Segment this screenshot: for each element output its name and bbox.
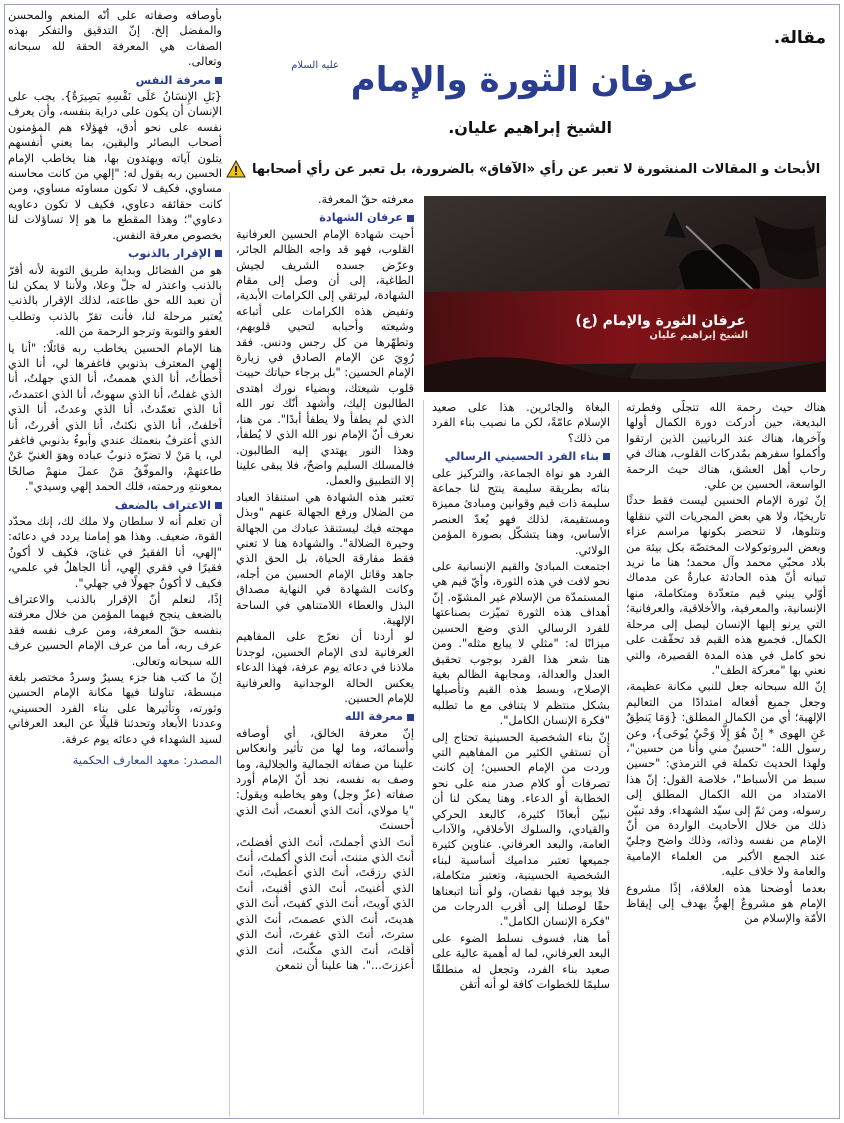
paragraph: هنا الإمام الحسين يخاطب ربه قائلًا: "أنا يا إلهي المعترف بذنوبي فاغفرها لي، أنا الذي أخطأتُ، أنا الذي هممتُ، أنا الذي جهلتُ، أنا الذي غفلتُ، أنا الذي سهوتُ، أنا الذي اعتمدتُ، أنا الذي تعمّدتُ، أنا الذي وعدتُ، أنا الذي أخلفتُ، أنا الذي نكثتُ، أنا الذي أقررتُ، أنا الذي أعترفُ بنعمتك عندي وأبوءُ بذنوبي فاغفر لي، يا مَنْ لا تضرّه ذنوبُ عباده وهوَ الغنيّ عَنْ طاعتهمْ، والموفّقُ مَنْ عملَ منهمْ صالحًا بمعونتهِ ورحمته، فلك الحمد إلهي وسيدي". [8, 341, 222, 494]
hero-image [424, 196, 826, 392]
paragraph: البغاة والجائرين. هذا على صعيد الإسلام عامّةً، لكن ما نصيب بناء الفرد من ذلك؟ [432, 401, 610, 445]
column-3 [432, 400, 610, 1120]
section-heading-text: معرفة النفس [135, 73, 211, 87]
paragraph: إنّ الله سبحانه جعل للنبي مكانة عظيمة، وجعل جميع أفعاله امتدادًا من التعاليم الإلهية؛ أي من الكمال المطلق: {وَمَا يَنطِقُ عَنِ الهوى * إنْ هُوَ إِلَّا وَحْيٌ يُوحَى}، وعن رسول الله: "حسينٌ مني وأنا من حسين"، ولهذا الحديث تكملة في الترمذي: "حسين سبط من الأسباط"، خلاصة القول: إنّ هذا الامتداد من الله الكمال المطلق إلى رسوله، ومن ثمّ إلى سيّد الشهداء. وقد تبيّن ذلك من خلال الأحاديث الواردة من أنّ الإمام من نفسه وذاته، وذلك واضح وجليّ عند الجمع الأكبر من العلماء الإمامية والعامة ولا خلاف عليه. [626, 680, 826, 879]
section-heading-text: عرفان الشهادة [319, 211, 403, 225]
bullet-square-icon [215, 77, 222, 84]
paragraph: إذًا، لنعلم أنّ الإقرار بالذنب والاعتراف بالضعف ينجح فيهما المؤمن من خلال معرفته بنفسه حقّ المعرفة، ومن عرف نفسه فقد عرف ربه، أما من عرف الإمام الحسين عرف الله سبحانه وتعالى. [8, 593, 222, 668]
paragraph: إنّ بناء الشخصية الحسينية تحتاج إلى أن تستقي الكثير من المفاهيم التي وردت من الإمام الحسين؛ إن كانت تصرفات أو كلام صدر منه على نحو الخطابة أو الدعاء. وهنا يمكن لنا أن نبيّن أبعادًا كثيرة، كالبعد الحركي والقيادي، والسلوك الأخلاقي، والآداب العامة، والبعد العرفاني. عناوين كثيرة جميعها تعتبر مداميك أساسية لبناء الشخصية الحسينية، وتعتبر متكاملة، فلا يوجد فيها نقصان، ولو أننا اتبعناها حقًا لوصلنا إلى أقرب الدرجات من "فكرة الإنسان الكامل". [432, 730, 610, 929]
bullet-square-icon [215, 250, 222, 257]
column-4 [626, 400, 826, 1120]
bullet-square-icon [407, 714, 414, 721]
paragraph: بعدما أوضحنا هذه العلاقة، إذًا مشروع الإمام هو مشروعٌ إلهيٌّ يهدف إلى إيقاظ الأمّة والإسلام من [626, 881, 826, 926]
section-heading [8, 73, 222, 88]
column-2 [236, 192, 414, 1117]
section-heading-text: الاعتراف بالضعف [114, 498, 211, 512]
warning-icon [226, 160, 246, 178]
paragraph: أحيت شهادة الإمام الحسين العرفانية القلوب، فهو قد واجه الظالم الجائر، وعرّض جسده الشريف لجيش الطاغية، إلى أن وصل إلى مقام الشهادة، ليرتقي إلى الكرامات الأبدية، وتفيض هذه الكرامات على أتباعه وشيعته وأحبابه لتحيي قلوبهم، وتطهّرها من كل رجس ودنس. فقد رُوِيَ عن الإمام الصادق في زيارة الإمام الحسين: "بل برجاء حياتك حييت قلوب شيعتك، وبضياء نورك اهتدى الطالبون إليك، وأشهد أنّك نور الله الذي لم يطفأ ولا يطفأ أبدًا". من هنا، نعرف أنّ الإمام نور الله الذي لا يُطفأ، وهذا النور يهتدي إليه الطالبون. فالمسلك السليم واضحٌ، فلا يبقى علينا إلا التطبيق والعمل. [236, 227, 414, 488]
paragraph: إنّ ثورة الإمام الحسين ليست فقط حدثًا تاريخيًا، ولا هي بعض المجريات التي ننقلها ونتلوها، لا تنحصر بكونها مراسم عزاء وبعض البروتوكولات المختصّة بكل بيئة من بلاد محبّي محمد وآل محمد؛ هنا ما نريد تبيانه أنّ هذه الحادثة عبارةٌ عن مدماك أوّلي يبني قيم متعدّدة ومتكاملة، منها الإنسانية، والمعرفية، والأخلاقية، والعرفانية؛ التي يرنو إليها الإنسان ليصل إلى مرحلة الكمال. فجميع هذه القيم قد تحقّقت على نحو كامل في هذه المدة القصيرة، والتي نعني بها "معركة الطف". [626, 494, 826, 677]
article-title [291, 60, 699, 100]
bullet-square-icon [407, 215, 414, 222]
source-credit: المصدر: معهد المعارف الحكمية [72, 753, 222, 768]
title-text: عرفان الثورة والإمام [350, 60, 699, 100]
section-heading [8, 498, 222, 513]
column-divider [229, 192, 230, 1117]
paragraph: هو من الفضائل وبداية طريق التوبة لأنه أقرّ بالذنب واعتذر له جلّ وعلا، ولأننا لا يمكن لنا أن نعبد الله حق طاعته، لذلك الإقرار بالذنب يُعتبر مرحلة لنا، فأنت تقرّ بالذنب وتطلب العفو والتوبة وترجو الرحمة من الله. [8, 263, 222, 339]
column-divider [618, 400, 619, 1115]
bullet-square-icon [215, 502, 222, 509]
paragraph: أما هنا، فسوف نسلط الضوء على البعد العرفاني، لما له أهمية عالية على صعيد بناء الفرد، وتجعل له منطلقًا سليمًا للخطوات كافة لو أنه أتقن [432, 931, 610, 992]
paragraph: أن تعلم أنه لا سلطان ولا ملك لك، إنك محدّد القوة، ضعيف. وهذا هو إمامنا يردد في دعائه: "إلهي، أنا الفقيرُ في غنايَ، فكيف لا أكونُ فقيرًا في فقري إلهي، أنا الجاهلُ في علمي، فكيف لا أكونُ جهولًا في جهلي". [8, 515, 222, 590]
section-heading [432, 449, 610, 464]
section-heading-text: معرفة الله [344, 710, 403, 724]
paragraph: {بَلِ الإِنسَانُ عَلَى نَفْسِهِ بَصِيرَةٌ}. يجب على الإنسان أن يكون على دراية بنفسه، وأن يعرف نفسه على نحو أدق، فهؤلاء هم المؤمنون أصحاب البصائر واليقين، بما يعني أنفسهم يتلون آياته ويهتدون بها، هنا يخاطب الإمام الحسين ربه يقول له: "إلهي من كانت محاسنه مساوي، فكيف لا تكون مساوئه مساوي، ومن كانت حقائقه دعاوي، فكيف لا تكون دعاويه دعاوي"؛ وهذا المقطع ما هو إلا تساؤلات لنا بخصوص معرفة النفس. [8, 90, 222, 242]
bullet-square-icon [603, 453, 610, 460]
paragraph: بأوصافه وصفاته على أنّه المنعم والمحسن والمفضل إلخ. إنّ التدقيق والتفكر بهذه الصفات هي المعرفة الحقة لله سبحانه وتعالى. [8, 9, 222, 69]
paragraph: الفرد هو نواة الجماعة، والتركيز على بنائه بطريقة سليمة ينتج لنا جماعة سليمة ذات قيم وقوانين ومبادئ مميزة ومستقيمة، لذلك فهو يُعدّ العنصر الأساس، وهنا يتشكّل بصورة المؤمن الولائي. [432, 466, 610, 557]
paragraph: أنتَ الذي أجملتَ، أنتَ الذي أفضلتَ، أنتَ الذي مننتَ، أنتَ الذي أكملتَ، أنتَ الذي رزقتَ، أنتَ الذي أعطيتَ، أنتَ الذي أغنيتَ، أنتَ الذي أقنيتَ، أنتَ الذي آويتَ، أنتَ الذي كفيتَ، أنتَ الذي هديتَ، أنتَ الذي عصمتَ، أنتَ الذي سترتَ، أنتَ الذي غفرتَ، أنتَ الذي أقلتَ، أنتَ الذي مكّنتَ، أنتَ الذي أعززتَ...". هنا علينا أن نتمعن [236, 835, 414, 972]
section-heading-text: الإقرار بالذنوب [128, 247, 211, 261]
disclaimer [226, 160, 826, 178]
paragraph: إنّ معرفة الخالق، أي أوصافه وأسمائه، وما لها من تأثير وانعكاس علينا من صفاته الجمالية والجلالية، وما وصف به نفسه، نجد أنّ الإمام أورد صفاته (عزّ وجل) وهو يخاطبه ويقول: "يا مولاي، أنتَ الذي أنعمتَ، أنتَ الذي أحسنتَ [236, 726, 414, 833]
section-heading [236, 210, 414, 225]
hero-illustration [424, 196, 826, 392]
section-label: مقالة. [773, 28, 826, 48]
paragraph: لو أردنا أن نعرّج على المفاهيم العرفانية لدى الإمام الحسين، لوجدنا ملاذنا في دعائه يوم عرفة، فهذا الدعاء يعكس الحالة الوجدانية والعرفانية للإمام الحسين. [236, 630, 414, 705]
section-heading-text: بناء الفرد الحسيني الرسالي [444, 450, 599, 464]
hero-title: عرفان الثورة والإمام (ع) [575, 313, 746, 329]
disclaimer-text: الأبحاث و المقالات المنشورة لا تعبر عن رأي «الآفاق» بالضرورة، بل تعبر عن رأي أصحابها [252, 161, 821, 177]
hero-author: الشيخ إبراهيم عليان [649, 330, 748, 341]
section-heading [236, 709, 414, 724]
column-1 [8, 8, 222, 1113]
paragraph: هناك حيث رحمة الله تتجلّى وفطرته البديعة، حين أدركت دورة الكمال أولها وآخرها، هناك عند الربانيين الذين ارتقوا وأكملوا سفرهم بمُدركات القلوب، هناك في رحاب أهل العشق، هناك حيث الرحمة الواسعة، الحسين بن علي. [626, 401, 826, 492]
author-name: الشيخ إبراهيم عليان. [448, 118, 612, 137]
paragraph: إنّ ما كتب هنا جزء يسيرٌ وسردٌ مختصر بلغة مبسطة، تناولنا فيها مكانة الإمام الحسين وثورته، وتأثيرها على بناء الفرد الحسيني، وعددنا الأبعاد وتحدثنا قليلًا عن البعد العرفاني لسيد الشهداء في دعائه يوم عرفة. [8, 671, 222, 746]
title-honorific: عليه السلام [291, 60, 339, 71]
paragraph: اجتمعت المبادئ والقيم الإنسانية على نحو لافت في هذه الثورة، وأيّ قيم هي المستمدّة من الإسلام غير المشوّه. إنّ أهداف هذه الثورة تميّزت بصناعتها للفرد الرسالي الذي وضع الحسين ميزانًا له: "مثلي لا يبايع مثله". ومن هنا شعر هذا الفرد بوجوب تحقيق العدل والعدالة، ومجابهة الظالم بغية الإصلاح، وبسط هذه القيم وتأصيلها بشكل منتظم لا يتنافى مع ما تطلبه "فكرة الإنسان الكامل". [432, 560, 610, 728]
column-divider [423, 400, 424, 1115]
section-heading [8, 246, 222, 261]
paragraph: معرفته حقّ المعرفة. [317, 193, 414, 206]
paragraph: تعتبر هذه الشهادة هي استنقاذ العباد من الضلال ورفع الجهالة عنهم "وبذل مهجته فيك ليستنقذ عبادك من الجهالة وحيرة الضلالة". والشهادة هنا لا تعني فقط مفارقة الحياة، بل الحق الذي جاهد وقاتل الإمام الحسين من أجله، وكانت الشهادة في النهاية مصداق البذل والعطاء اللامتناهي في الساحة الإلهية. [236, 490, 414, 627]
